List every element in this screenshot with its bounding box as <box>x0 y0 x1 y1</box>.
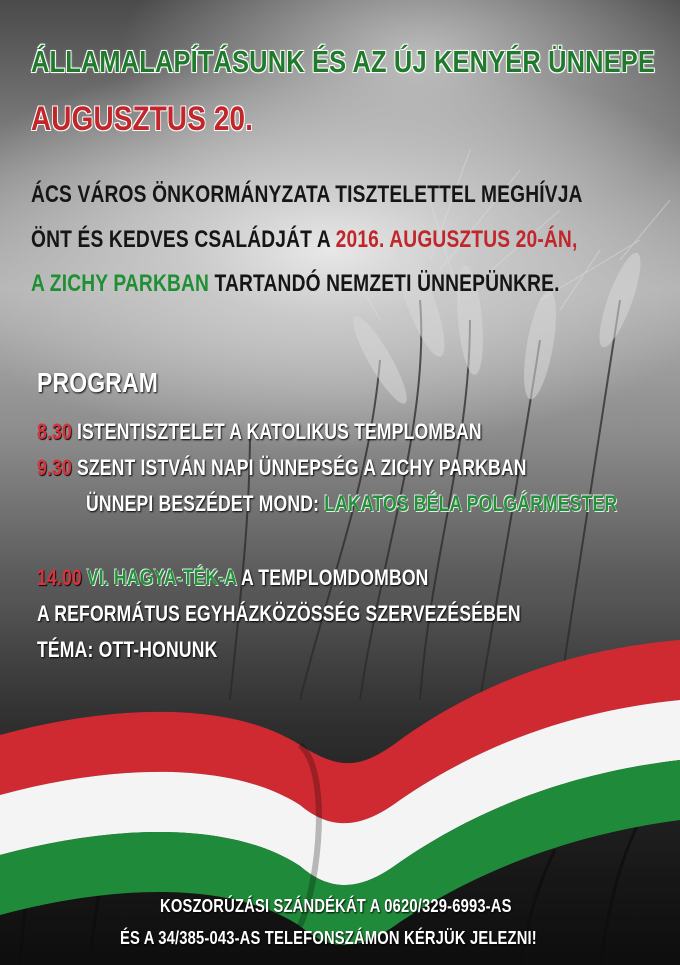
program-item-time: 8.30 <box>37 419 72 444</box>
invitation-line-3 <box>31 270 560 298</box>
footer-line-2: ÉS A 34/385-043-AS TELEFONSZÁMON KÉRJÜK JELEZNI! <box>120 928 537 948</box>
program-item-time: 9.30 <box>37 455 72 480</box>
afternoon-title: VI. HAGYA-TÉK-A <box>81 565 237 590</box>
invitation-line-2 <box>31 226 577 254</box>
invitation-line-1: ÁCS VÁROS ÖNKORMÁNYZATA TISZTELETTEL MEGHÍVJA <box>31 181 583 208</box>
speech-label: ÜNNEPI BESZÉDET MOND: <box>86 491 325 516</box>
afternoon-location: A TEMPLOMDOMBON <box>236 565 429 590</box>
program-speech <box>86 491 617 517</box>
program-item-text: ISTENTISZTELET A KATOLIKUS TEMPLOMBAN <box>71 419 482 444</box>
invitation-line-2-text: ÖNT ÉS KEDVES CSALÁDJÁT A <box>31 226 336 253</box>
speech-speaker: LAKATOS BÉLA POLGÁRMESTER <box>324 491 618 516</box>
afternoon-organizer: A REFORMÁTUS EGYHÁZKÖZÖSSÉG SZERVEZÉSÉBEN <box>37 601 521 626</box>
invitation-line-3-text: TARTANDÓ NEMZETI ÜNNEPÜNKRE. <box>209 270 560 297</box>
program-item <box>37 455 527 481</box>
footer-line-1: KOSZORÚZÁSI SZÁNDÉKÁT A 0620/329-6993-AS <box>160 896 512 916</box>
afternoon-time: 14.00 <box>37 565 82 590</box>
program-item <box>37 419 482 445</box>
program-heading: PROGRAM <box>37 367 159 398</box>
event-title: ÁLLAMALAPÍTÁSUNK ÉS AZ ÚJ KENYÉR ÜNNEPE <box>31 44 656 79</box>
invitation-date: 2016. AUGUSZTUS 20-ÁN, <box>335 226 578 253</box>
program-item-text: SZENT ISTVÁN NAPI ÜNNEPSÉG A ZICHY PARKBAN <box>71 455 527 480</box>
afternoon-theme: TÉMA: OTT-HONUNK <box>37 637 218 662</box>
event-date: AUGUSZTUS 20. <box>31 100 254 138</box>
afternoon-program <box>37 565 429 591</box>
invitation-venue: A ZICHY PARKBAN <box>31 270 210 297</box>
